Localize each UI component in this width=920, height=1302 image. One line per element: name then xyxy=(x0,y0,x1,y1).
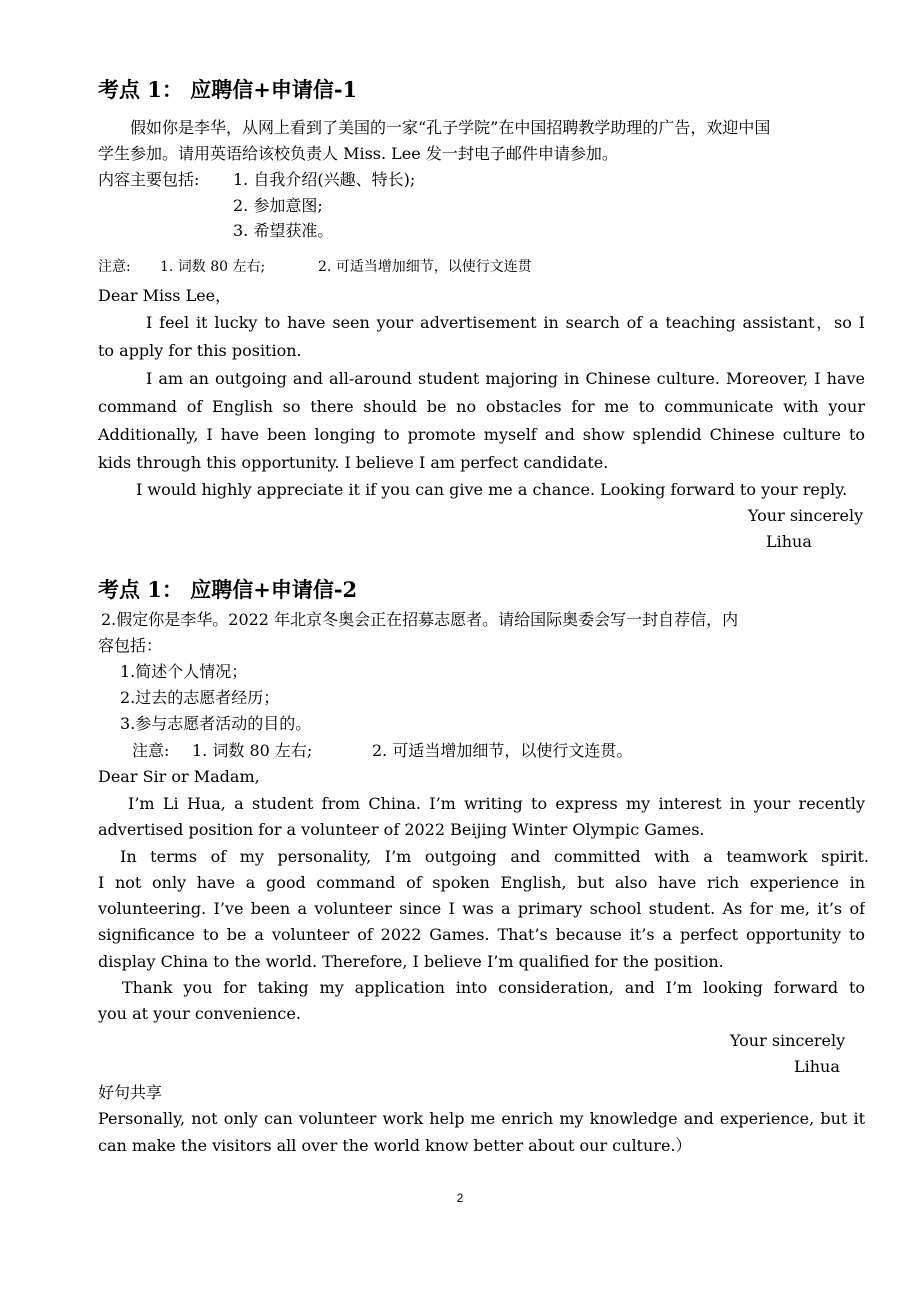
section2-prompt-line1: 2.假定你是李华。2022 年北京冬奥会正在招募志愿者。请给国际奥委会写一封自荐信，内 xyxy=(101,610,739,629)
section1-salutation: Dear Miss Lee， xyxy=(98,286,232,305)
section2-salutation: Dear Sir or Madam, xyxy=(98,767,260,786)
section1-paragraph2-line1: I am an outgoing and all-around student majoring in Chinese culture. Moreover, I have xyxy=(146,369,865,388)
section2-heading: 考点 1： 应聘信+申请信-2 xyxy=(98,577,358,602)
section2-paragraph2-line5: display China to the world. Therefore, I believe I’m qualified for the position. xyxy=(98,952,724,971)
page-number: 2 xyxy=(456,1191,464,1205)
section2-item1: 1.简述个人情况； xyxy=(120,662,248,681)
section1-note-label: 注意: xyxy=(98,259,131,275)
section1-paragraph2-line4: kids through this opportunity. I believe I am perfect candidate. xyxy=(98,453,609,472)
good-sentence-line2: can make the visitors all over the world know better about our culture.） xyxy=(98,1136,692,1155)
good-sentence-line1: Personally, not only can volunteer work help me enrich my knowledge and experience, but it xyxy=(98,1109,865,1128)
section1-item2: 2. 参加意图; xyxy=(233,196,323,215)
section1-content-label: 内容主要包括: xyxy=(98,170,200,189)
section1-paragraph1-line1: I feel it lucky to have seen your advertisement in search of a teaching assistant，so I xyxy=(146,313,865,332)
section2-item2: 2.过去的志愿者经历； xyxy=(120,688,280,707)
section2-prompt-line2: 容包括： xyxy=(98,636,163,655)
section1-note1: 1. 词数 80 左右; xyxy=(160,259,266,275)
section2-signature: Lihua xyxy=(794,1057,840,1076)
section2-paragraph3-line2: you at your convenience. xyxy=(98,1004,301,1023)
section2-paragraph1-line2: advertised position for a volunteer of 2022 Beijing Winter Olympic Games. xyxy=(98,820,705,839)
section2-paragraph2-line2: I not only have a good command of spoken English, but also have rich experience in xyxy=(98,873,865,892)
section1-prompt-line2: 学生参加。请用英语给该校负责人 Miss. Lee 发一封电子邮件申请参加。 xyxy=(98,144,618,163)
section1-paragraph1-line2: to apply for this position. xyxy=(98,341,302,360)
section1-closing: Your sincerely xyxy=(748,506,864,525)
section2-note2: 2. 可适当增加细节，以使行文连贯。 xyxy=(372,741,633,760)
section2-paragraph2-line3: volunteering. I’ve been a volunteer since I was a primary school student. As for me, it’s of xyxy=(98,899,865,918)
section2-paragraph2-line4: significance to be a volunteer of 2022 Games. That’s because it’s a perfect opportunity to xyxy=(98,925,865,944)
section2-note1: 1. 词数 80 左右; xyxy=(192,741,313,760)
section2-closing: Your sincerely xyxy=(730,1031,846,1050)
section1-heading: 考点 1： 应聘信+申请信-1 xyxy=(98,77,358,102)
section2-paragraph3-line1: Thank you for taking my application into consideration, and I’m looking forward to xyxy=(122,978,865,997)
section2-note-label: 注意: xyxy=(132,741,170,760)
section1-item1: 1. 自我介绍(兴趣、特长); xyxy=(233,170,416,189)
section1-paragraph3-line1: I would highly appreciate it if you can give me a chance. Looking forward to your reply. xyxy=(136,480,848,499)
section1-note2: 2. 可适当增加细节，以使行文连贯 xyxy=(318,259,532,275)
section1-prompt-line1: 假如你是李华，从网上看到了美国的一家“孔子学院”在中国招聘教学助理的广告，欢迎中国 xyxy=(130,118,771,137)
good-sentence-label: 好句共享 xyxy=(98,1083,163,1102)
section1-item3: 3. 希望获准。 xyxy=(233,221,334,240)
section1-paragraph2-line3: Additionally, I have been longing to promote myself and show splendid Chinese culture to xyxy=(98,425,865,444)
section2-paragraph1-line1: I’m Li Hua, a student from China. I’m writing to express my interest in your recently xyxy=(128,794,865,813)
section1-signature: Lihua xyxy=(766,532,812,551)
section1-paragraph2-line2: command of English so there should be no obstacles for me to communicate with your xyxy=(98,397,865,416)
section2-item3: 3.参与志愿者活动的目的。 xyxy=(120,714,312,733)
section2-paragraph2-line1: In terms of my personality, I’m outgoing and committed with a teamwork spirit. xyxy=(120,847,869,866)
